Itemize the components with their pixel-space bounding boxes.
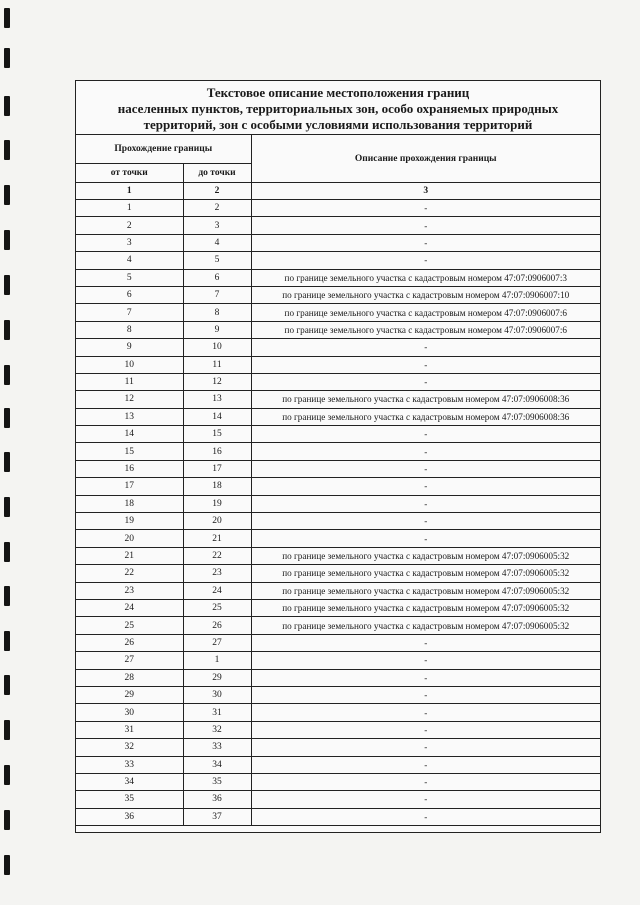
table-row (76, 304, 600, 321)
cell-from-point: 15 (76, 443, 183, 460)
cell-description: по границе земельного участка с кадастровым номером 47:07:0906008:36 (251, 391, 600, 408)
cell-from-point: 21 (76, 547, 183, 564)
table-row (76, 530, 600, 547)
cell-from-point: 22 (76, 565, 183, 582)
table-row (76, 547, 600, 564)
cell-description: - (251, 443, 600, 460)
cell-from-point: 28 (76, 669, 183, 686)
cell-from-point: 18 (76, 495, 183, 512)
cell-description: по границе земельного участка с кадастровым номером 47:07:0906005:32 (251, 565, 600, 582)
cell-description: - (251, 478, 600, 495)
cell-description: по границе земельного участка с кадастровым номером 47:07:0906007:10 (251, 286, 600, 303)
cell-to-point: 35 (183, 773, 251, 790)
binding-hole (4, 365, 10, 385)
cell-to-point: 16 (183, 443, 251, 460)
cell-description: по границе земельного участка с кадастровым номером 47:07:0906008:36 (251, 408, 600, 425)
cell-from-point: 24 (76, 599, 183, 616)
cell-to-point: 20 (183, 513, 251, 530)
cell-from-point: 6 (76, 286, 183, 303)
cell-to-point: 4 (183, 234, 251, 251)
cell-description: - (251, 808, 600, 825)
cell-to-point: 23 (183, 565, 251, 582)
cell-description: - (251, 495, 600, 512)
cell-from-point: 4 (76, 252, 183, 269)
cell-to-point: 18 (183, 478, 251, 495)
binding-holes (0, 0, 24, 905)
binding-hole (4, 408, 10, 428)
cell-to-point: 37 (183, 808, 251, 825)
cell-from-point: 12 (76, 391, 183, 408)
cell-description: - (251, 234, 600, 251)
header-description: Описание прохождения границы (251, 135, 600, 183)
table-row (76, 773, 600, 790)
cell-description: - (251, 217, 600, 234)
binding-hole (4, 855, 10, 875)
cell-to-point: 21 (183, 530, 251, 547)
cell-description: - (251, 530, 600, 547)
cell-to-point: 11 (183, 356, 251, 373)
cell-to-point: 9 (183, 321, 251, 338)
table-row (76, 652, 600, 669)
table-row (76, 252, 600, 269)
cell-from-point: 35 (76, 791, 183, 808)
cell-description: по границе земельного участка с кадастровым номером 47:07:0906005:32 (251, 582, 600, 599)
cell-from-point: 26 (76, 634, 183, 651)
cell-from-point: 36 (76, 808, 183, 825)
cell-to-point: 29 (183, 669, 251, 686)
cell-from-point: 9 (76, 339, 183, 356)
binding-hole (4, 8, 10, 28)
binding-hole (4, 452, 10, 472)
cell-to-point: 19 (183, 495, 251, 512)
table-row (76, 234, 600, 251)
cell-to-point: 8 (183, 304, 251, 321)
cell-from-point: 19 (76, 513, 183, 530)
cell-to-point: 6 (183, 269, 251, 286)
cell-description: - (251, 756, 600, 773)
cell-to-point: 17 (183, 460, 251, 477)
cell-description: - (251, 426, 600, 443)
cell-description: - (251, 200, 600, 217)
cell-from-point: 8 (76, 321, 183, 338)
cell-to-point: 5 (183, 252, 251, 269)
cell-from-point: 23 (76, 582, 183, 599)
cell-description: по границе земельного участка с кадастровым номером 47:07:0906007:6 (251, 321, 600, 338)
header-boundary-passage: Прохождение границы (76, 135, 251, 164)
binding-hole (4, 96, 10, 116)
cell-description: - (251, 739, 600, 756)
cell-description: - (251, 356, 600, 373)
cell-to-point: 33 (183, 739, 251, 756)
binding-hole (4, 497, 10, 517)
cell-description: - (251, 686, 600, 703)
table-row (76, 756, 600, 773)
cell-description: - (251, 791, 600, 808)
cell-from-point: 30 (76, 704, 183, 721)
binding-hole (4, 810, 10, 830)
cell-from-point: 14 (76, 426, 183, 443)
cell-from-point: 7 (76, 304, 183, 321)
table-row (76, 426, 600, 443)
table-row (76, 565, 600, 582)
cell-to-point: 14 (183, 408, 251, 425)
cell-from-point: 25 (76, 617, 183, 634)
boundary-table (76, 135, 600, 826)
table-row (76, 739, 600, 756)
cell-to-point: 3 (183, 217, 251, 234)
cell-to-point: 2 (183, 200, 251, 217)
table-row (76, 373, 600, 390)
table-row (76, 791, 600, 808)
cell-to-point: 32 (183, 721, 251, 738)
table-row (76, 460, 600, 477)
cell-to-point: 26 (183, 617, 251, 634)
header-to-point: до точки (183, 164, 251, 183)
cell-description: - (251, 460, 600, 477)
cell-from-point: 2 (76, 217, 183, 234)
cell-description: - (251, 513, 600, 530)
binding-hole (4, 675, 10, 695)
binding-hole (4, 140, 10, 160)
binding-hole (4, 48, 10, 68)
cell-description: - (251, 773, 600, 790)
table-row (76, 356, 600, 373)
binding-hole (4, 631, 10, 651)
cell-from-point: 13 (76, 408, 183, 425)
table-row (76, 321, 600, 338)
binding-hole (4, 720, 10, 740)
binding-hole (4, 586, 10, 606)
cell-to-point: 1 (183, 652, 251, 669)
cell-from-point: 31 (76, 721, 183, 738)
cell-from-point: 5 (76, 269, 183, 286)
cell-from-point: 20 (76, 530, 183, 547)
table-row (76, 634, 600, 651)
cell-to-point: 7 (183, 286, 251, 303)
cell-from-point: 29 (76, 686, 183, 703)
column-number: 2 (183, 183, 251, 200)
table-row (76, 686, 600, 703)
cell-to-point: 25 (183, 599, 251, 616)
title-line: территорий, зон с особыми условиями использования территорий (143, 117, 533, 132)
document-title (76, 81, 600, 135)
header-from-point: от точки (76, 164, 183, 183)
table-row (76, 443, 600, 460)
table-row (76, 599, 600, 616)
title-line: Текстовое описание местоположения границ (206, 85, 470, 100)
table-row (76, 408, 600, 425)
table-row (76, 269, 600, 286)
cell-to-point: 13 (183, 391, 251, 408)
cell-from-point: 1 (76, 200, 183, 217)
cell-from-point: 27 (76, 652, 183, 669)
table-row (76, 704, 600, 721)
table-row (76, 582, 600, 599)
table-row (76, 669, 600, 686)
binding-hole (4, 320, 10, 340)
cell-description: - (251, 721, 600, 738)
table-row (76, 721, 600, 738)
binding-hole (4, 230, 10, 250)
cell-description: - (251, 339, 600, 356)
cell-from-point: 16 (76, 460, 183, 477)
cell-from-point: 34 (76, 773, 183, 790)
cell-to-point: 36 (183, 791, 251, 808)
cell-description: - (251, 634, 600, 651)
cell-from-point: 3 (76, 234, 183, 251)
table-row (76, 478, 600, 495)
cell-description: - (251, 704, 600, 721)
column-number: 1 (76, 183, 183, 200)
binding-hole (4, 275, 10, 295)
cell-description: - (251, 373, 600, 390)
table-row (76, 339, 600, 356)
cell-to-point: 24 (183, 582, 251, 599)
cell-to-point: 10 (183, 339, 251, 356)
cell-description: по границе земельного участка с кадастровым номером 47:07:0906005:32 (251, 617, 600, 634)
table-row (76, 495, 600, 512)
cell-description: по границе земельного участка с кадастровым номером 47:07:0906005:32 (251, 547, 600, 564)
cell-description: по границе земельного участка с кадастровым номером 47:07:0906005:32 (251, 599, 600, 616)
title-line: населенных пунктов, территориальных зон, особо охраняемых природных (117, 101, 559, 116)
binding-hole (4, 542, 10, 562)
cell-to-point: 30 (183, 686, 251, 703)
cell-description: - (251, 252, 600, 269)
table-row (76, 217, 600, 234)
table-row (76, 617, 600, 634)
cell-to-point: 31 (183, 704, 251, 721)
cell-from-point: 33 (76, 756, 183, 773)
table-row (76, 286, 600, 303)
cell-description: - (251, 652, 600, 669)
column-number: 3 (251, 183, 600, 200)
cell-description: по границе земельного участка с кадастровым номером 47:07:0906007:3 (251, 269, 600, 286)
table-row (76, 513, 600, 530)
binding-hole (4, 185, 10, 205)
cell-from-point: 10 (76, 356, 183, 373)
cell-from-point: 11 (76, 373, 183, 390)
binding-hole (4, 765, 10, 785)
cell-from-point: 17 (76, 478, 183, 495)
cell-to-point: 22 (183, 547, 251, 564)
cell-description: по границе земельного участка с кадастровым номером 47:07:0906007:6 (251, 304, 600, 321)
cell-to-point: 15 (183, 426, 251, 443)
cell-to-point: 27 (183, 634, 251, 651)
cell-to-point: 34 (183, 756, 251, 773)
cell-to-point: 12 (183, 373, 251, 390)
cell-description: - (251, 669, 600, 686)
table-row (76, 200, 600, 217)
table-row (76, 808, 600, 825)
document-frame (75, 80, 601, 833)
table-row (76, 391, 600, 408)
cell-from-point: 32 (76, 739, 183, 756)
